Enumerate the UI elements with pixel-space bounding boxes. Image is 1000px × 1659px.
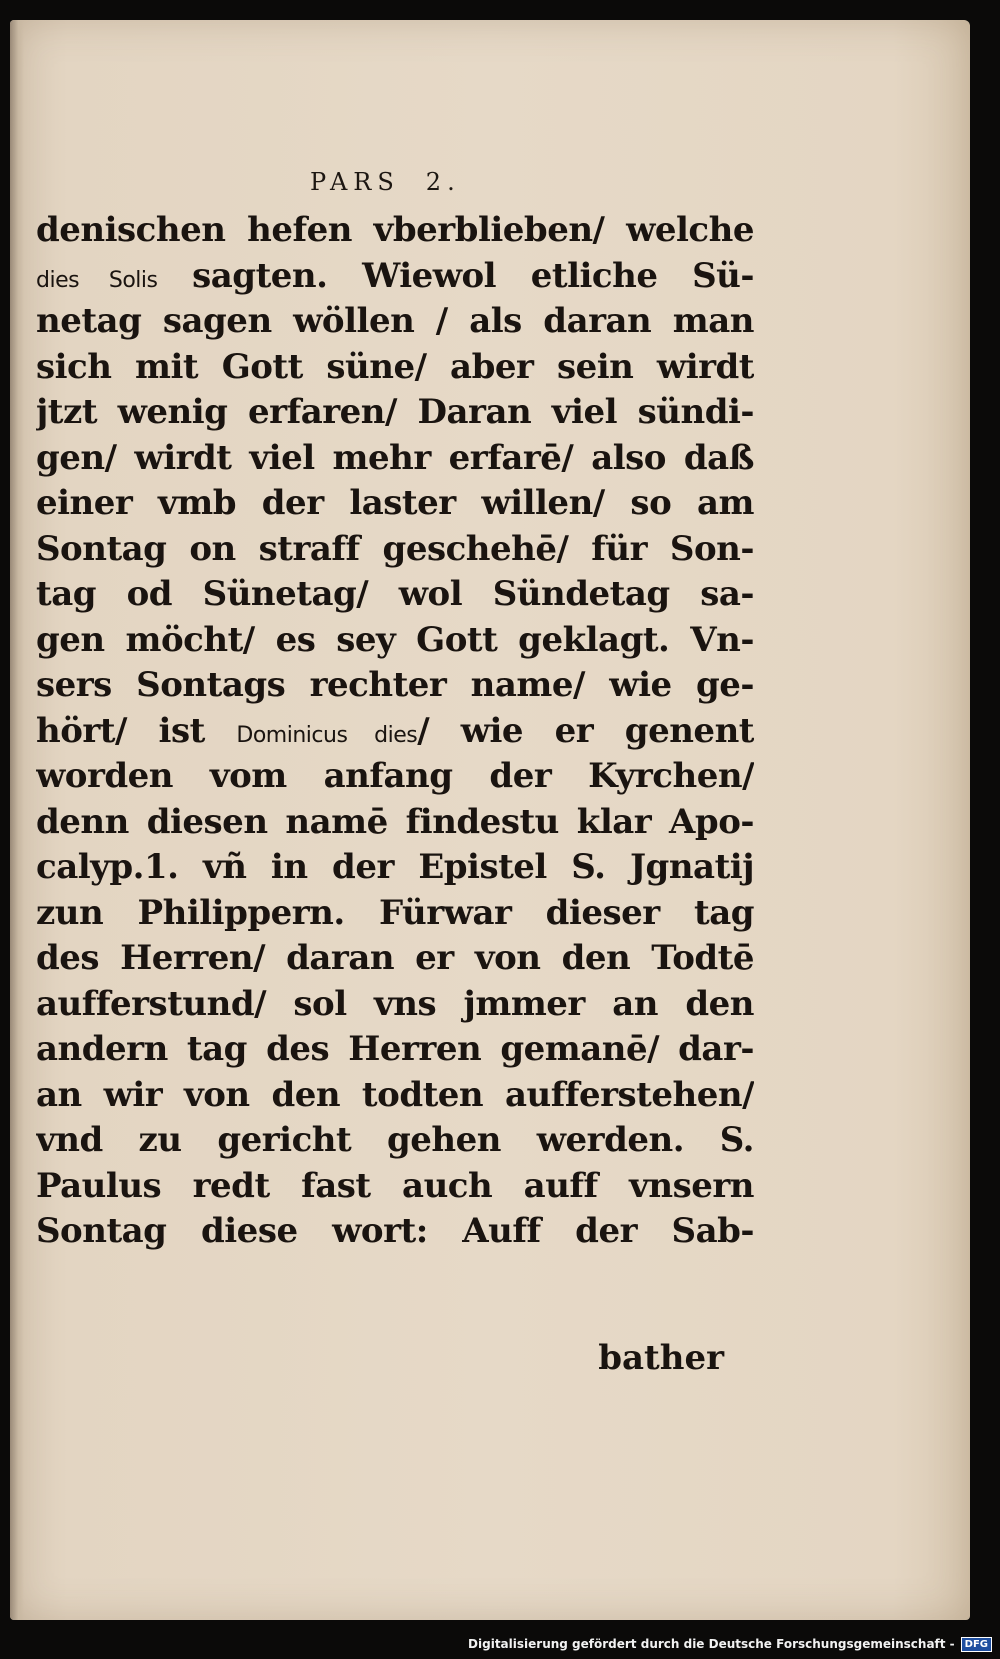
- text-line: [36, 800, 754, 846]
- line-segment: / wie er genent: [417, 710, 754, 751]
- dfg-logo-icon: DFG: [961, 1637, 992, 1652]
- latin-phrase: dies Solis: [36, 267, 158, 293]
- line-segment: einer vmb der laster willen/ so am: [36, 483, 754, 523]
- text-line: [36, 1073, 754, 1119]
- text-line: [36, 436, 754, 482]
- line-segment: Paulus redt fast auch auff vnsern: [36, 1165, 754, 1206]
- text-line: [36, 208, 754, 254]
- line-segment: gen möcht/ es sey Gott geklagt. Vn-: [36, 619, 754, 660]
- text-line: [36, 390, 754, 436]
- line-segment: worden vom anfang der Kyrchen/: [36, 756, 754, 796]
- body-text: [36, 208, 754, 1255]
- text-line: [36, 572, 754, 618]
- text-line: [36, 527, 754, 573]
- text-line: [36, 1209, 754, 1255]
- line-segment: zun Philippern. Fürwar dieser tag: [36, 892, 754, 933]
- catchword: bather: [598, 1338, 724, 1378]
- line-segment: gen/ wirdt viel mehr erfarē/ also daß: [36, 437, 754, 478]
- line-segment: an wir von den todten aufferstehen/: [36, 1074, 754, 1115]
- funding-credit: Digitalisierung gefördert durch die Deutsche Forschungsgemeinschaft -: [468, 1637, 955, 1651]
- page-marker: 2.: [425, 168, 461, 196]
- text-line: [36, 299, 754, 345]
- line-segment: netag sagen wöllen / als daran man: [36, 301, 754, 341]
- text-line: [36, 1164, 754, 1210]
- text-line: [36, 709, 754, 755]
- text-line: [36, 618, 754, 664]
- line-segment: des Herren/ daran er von den Todtē: [36, 938, 754, 978]
- line-segment: tag od Sünetag/ wol Sündetag sa-: [36, 574, 754, 614]
- text-line: [36, 754, 754, 800]
- latin-phrase: Dominicus dies: [236, 722, 418, 748]
- line-segment: denischen hefen vberblieben/ welche: [36, 210, 754, 250]
- line-segment: andern tag des Herren gemanē/ dar-: [36, 1029, 754, 1069]
- line-segment: hört/ ist: [36, 710, 237, 751]
- line-segment: jtzt wenig erfaren/ Daran viel sündi-: [36, 392, 754, 432]
- line-segment: aufferstund/ sol vns jmmer an den: [36, 983, 754, 1024]
- page-binding-edge: [10, 20, 24, 1620]
- text-line: [36, 663, 754, 709]
- text-line: [36, 845, 754, 891]
- text-line: [36, 1118, 754, 1164]
- line-segment: sich mit Gott süne/ aber sein wirdt: [36, 346, 754, 387]
- line-segment: sagten. Wiewol etliche Sü-: [157, 255, 754, 296]
- running-head: [310, 168, 487, 196]
- text-line: [36, 481, 754, 527]
- line-segment: Sontag diese wort: Auff der Sab-: [36, 1211, 754, 1251]
- text-line: [36, 254, 754, 300]
- running-head-title: PARS: [310, 168, 400, 196]
- line-segment: denn diesen namē findestu klar Apo-: [36, 801, 754, 842]
- line-segment: calyp.1. vñ in der Epistel S. Jgnatij: [36, 847, 754, 887]
- text-line: [36, 1027, 754, 1073]
- book-page: [10, 20, 970, 1620]
- line-segment: Sontag on straff geschehē/ für Son-: [36, 528, 754, 569]
- line-segment: sers Sontags rechter name/ wie ge-: [36, 665, 754, 705]
- text-line: [36, 936, 754, 982]
- text-line: [36, 891, 754, 937]
- text-line: [36, 345, 754, 391]
- text-line: [36, 982, 754, 1028]
- digitization-footer: [0, 1629, 1000, 1659]
- line-segment: vnd zu gericht gehen werden. S.: [36, 1120, 754, 1160]
